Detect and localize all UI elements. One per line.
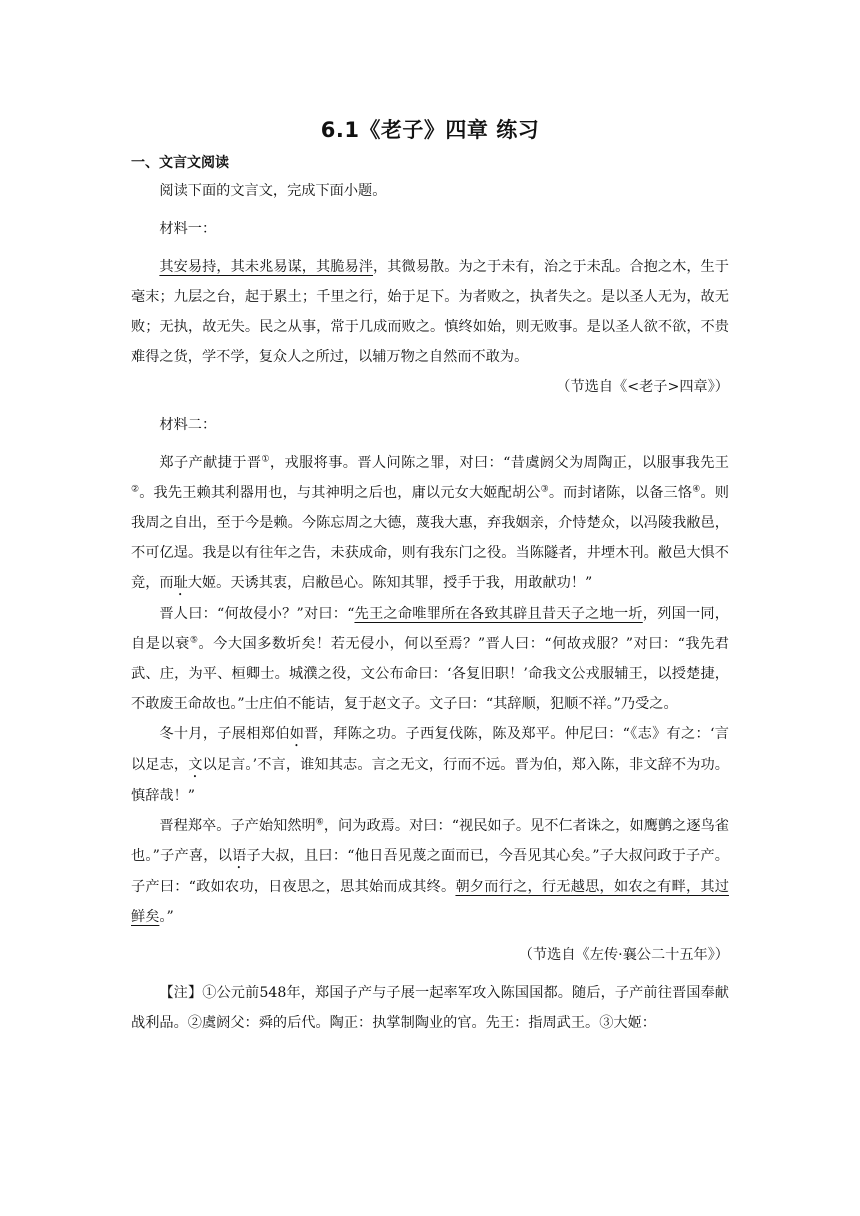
material2-source: （节选自《左传·襄公二十五年》） [518,947,729,963]
material1-paragraph [131,252,729,372]
text-run: ，戎服将事。晋人问陈之罪，对曰：“昔虞阏父为周陶正，以服事我先王 [269,455,729,471]
instruction-text: 阅读下面的文言文，完成下面小题。 [159,183,387,199]
notes-paragraph: 【注】①公元前548年，郑国子产与子展一起率军攻入陈国国都。随后，子产前往晋国奉献战利品。②虞阏父：舜的后代。陶正：执掌制陶业的官。先王：指周武王。③大姬： [131,985,729,1031]
material2-label: 材料二： [159,417,217,433]
material1-label: 材料一： [159,221,217,237]
material2-paragraph-2 [131,599,729,719]
material1-source: （节选自《<老子>四章》） [556,379,729,395]
text-run: 。则我周之自出，至于今是赖。今陈忘周之大德，蔑我大惠，弃我姻亲，介恃楚众，以冯陵我敝邑，不可亿逞。我是以有往年之告，未获成命，则有我东门之役。当陈隧者，井堙木刊。敝邑大惧不竞，而 [131,485,729,591]
underlined-sentence: 朝夕而行之，行无越思，如农之有畔，其过鲜矣 [131,879,729,925]
material1-underlined: 其安易持，其未兆易谋，其脆易泮 [159,259,374,275]
underlined-sentence: 先王之命唯罪所在各致其辟且昔天子之地一圻 [354,606,643,622]
text-run: 。今大国多数圻矣！若无侵小，何以至焉？”晋人曰：“何故戎服？”对曰：“我先君武、庄，为平、桓卿士。城濮之役，文公布命曰：‘各复旧职！’命我文公戎服辅王，以授楚捷，不敢废王命故也。”士庄伯不能诘，复于赵文子。文子曰：“其辞顺，犯顺不祥。”乃受之。 [131,636,729,712]
text-run: 晋人曰：“何故侵小？”对曰：“ [159,606,355,622]
text-run: 郑子产献捷于晋 [159,455,262,471]
text-run: 冬十月，子展相郑伯 [159,726,290,742]
footnote-3: ③ [540,484,549,495]
material1-text: ，其微易散。为之于未有，治之于未乱。合抱之木，生于毫末；九层之台，起于累土；千里之行，始于足下。为者败之，执者失之。是以圣人无为，故无败；无执，故无失。民之从事，常于几成而败之。慎终如始，则无败事。是以圣人欲不欲，不贵难得之货，学不学，复众人之所过，以辅万物之自然而不敢为。 [131,259,729,365]
text-run: ，问为政焉。对曰：“视民如子。见不仁者诛之，如鹰鹯之逐鸟雀也。”子产喜，以 [131,818,729,864]
text-run: 。我先王赖其利器用也，与其神明之后也，庸以元女大姬配胡公 [139,485,541,501]
document-body [131,176,729,1038]
text-run: 以足言。’不言，谁知其志。言之无文，行而不远。晋为伯，郑入陈，非文辞不为功。慎辞哉！” [131,757,729,804]
text-run: 晋，拜陈之功。子西复伐陈，陈及郑平。仲尼曰：“《志》有之：‘言以足志， [131,726,729,773]
text-run: 晋程郑卒。子产始知然明 [159,818,316,834]
section-heading: 一、文言文阅读 [131,155,229,171]
page-title: 6.1《老子》四章 练习 [320,118,540,142]
dotted-char: 如 [289,726,305,742]
material2-paragraph-1 [131,448,729,599]
material2-paragraph-4 [131,811,729,932]
text-run: 子大叔，且曰：“他日吾见蔑之面而已，今吾见其心矣。”子大叔问政于子产。子产曰：“政如农功，日夜思之，思其始而成其终。 [131,848,729,895]
dotted-char: 文 [188,757,203,773]
text-run: 。而封诸陈，以备三恪 [548,485,693,501]
material2-paragraph-3 [131,719,729,811]
dotted-char: 语 [232,848,247,864]
dotted-char: 耻 [173,575,188,591]
footnote-6: ⑥ [315,817,324,828]
footnote-4: ④ [692,484,701,495]
footnote-1: ① [261,454,270,465]
footnote-5: ⑤ [189,635,199,646]
text-run: 。” [159,909,174,925]
text-run: ，列国一同，自是以衰 [131,606,729,652]
footnote-2: ② [131,484,140,495]
text-run: 大姬。天诱其衷，启敝邑心。陈知其罪，授手于我，用敢献功！” [187,575,593,591]
